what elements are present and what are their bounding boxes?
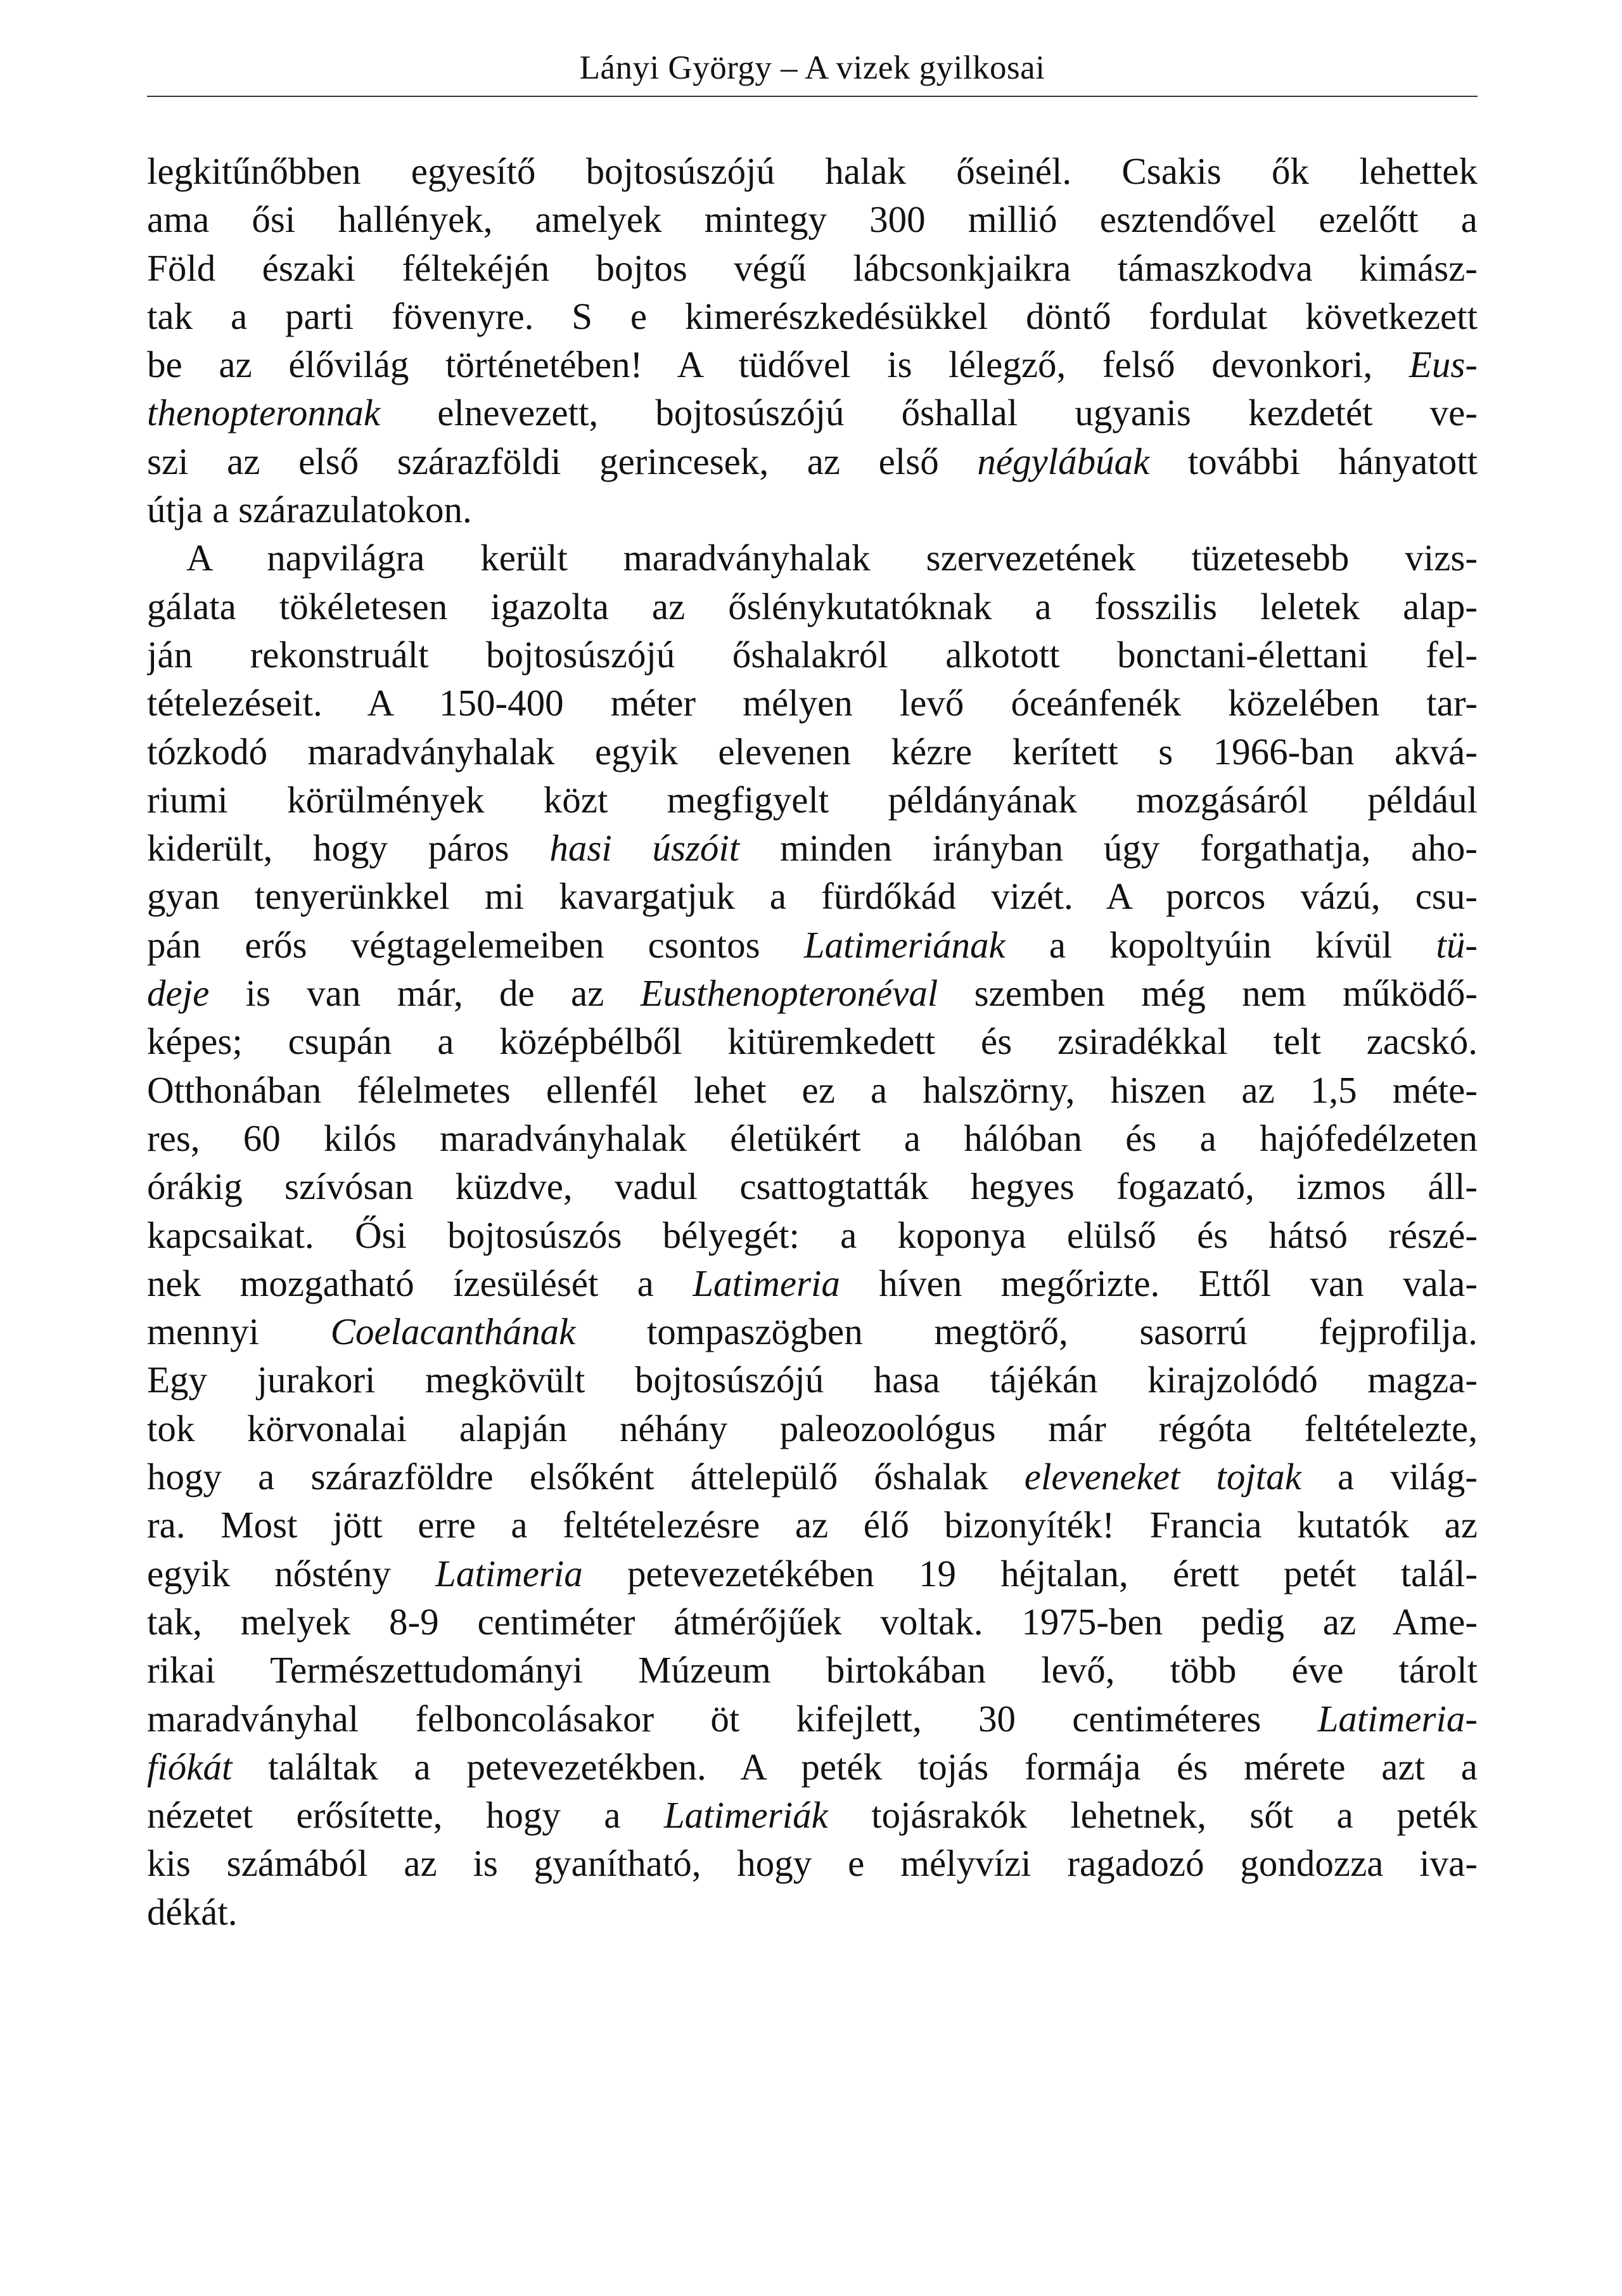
text-run: nek mozgatható ízesülését a [147, 1262, 693, 1304]
text-run: ama ősi hallények, amelyek mintegy 300 millió esztendővel ezelőtt a [147, 198, 1478, 241]
text-line [147, 485, 1478, 534]
text-run: a világ- [1301, 1456, 1478, 1498]
body-text [147, 147, 1478, 1936]
text-run: rikai Természettudományi Múzeum birtokában levő, több éve tárolt [147, 1649, 1478, 1691]
italic-term: Coelacanthának [330, 1311, 576, 1353]
text-line [147, 1211, 1478, 1259]
text-line [147, 244, 1478, 292]
text-line [147, 824, 1478, 872]
text-line [147, 1791, 1478, 1839]
text-line [147, 582, 1478, 631]
text-line [147, 1743, 1478, 1791]
text-run: gálata tökéletesen igazolta az őslénykutatóknak a fosszilis leletek alap- [147, 585, 1478, 627]
header-rule [147, 96, 1478, 97]
italic-term: fiókát [147, 1745, 233, 1788]
paragraph [147, 147, 1478, 534]
text-run: képes; csupán a középbélből kitüremkedett és zsiradékkal telt zacskó. [147, 1020, 1478, 1063]
text-line [147, 340, 1478, 388]
text-run: híven megőrizte. Ettől van vala- [840, 1262, 1478, 1304]
italic-term: Eusthenopteronéval [640, 972, 938, 1015]
text-run: Otthonában félelmetes ellenfél lehet ez a halszörny, hiszen az 1,5 méte- [147, 1068, 1478, 1111]
text-run: útja a szárazulatokon. [147, 489, 472, 531]
italic-term: Latimeria- [1317, 1697, 1478, 1740]
text-run: kapcsaikat. Ősi bojtosúszós bélyegét: a koponya elülső és hátsó részé- [147, 1214, 1478, 1256]
text-line [147, 728, 1478, 776]
paragraph [147, 534, 1478, 1936]
text-run: gyan tenyerünkkel mi kavargatjuk a fürdőkád vizét. A porcos vázú, csu- [147, 875, 1478, 918]
text-run: maradványhal felboncolásakor öt kifejlett, 30 centiméteres [147, 1697, 1318, 1740]
text-line [147, 147, 1478, 195]
text-run: elnevezett, bojtosúszójú őshallal ugyanis kezdetét ve- [380, 392, 1478, 434]
text-run: kiderült, hogy páros [147, 827, 550, 869]
italic-term: eleveneket tojtak [1024, 1456, 1301, 1498]
text-line [147, 1598, 1478, 1646]
text-run: kis számából az is gyanítható, hogy e mélyvízi ragadozó gondozza iva- [147, 1842, 1478, 1885]
text-run: ra. Most jött erre a feltételezésre az élő bizonyíték! Francia kutatók az [147, 1504, 1478, 1546]
text-line [147, 1017, 1478, 1065]
text-run: hogy a szárazföldre elsőként áttelepülő őshalak [147, 1456, 1025, 1498]
text-run: tózkodó maradványhalak egyik elevenen kézre kerített s 1966-ban akvá- [147, 730, 1478, 773]
text-line [147, 195, 1478, 243]
text-run: legkitűnőbben egyesítő bojtosúszójú halak őseinél. Csakis ők lehettek [147, 150, 1478, 192]
text-line [147, 437, 1478, 485]
text-line [147, 679, 1478, 727]
text-run: tok körvonalai alapján néhány paleozoológus már régóta feltételezte, [147, 1407, 1478, 1449]
text-line [147, 388, 1478, 437]
text-run: is van már, de az [209, 972, 641, 1015]
text-line [147, 969, 1478, 1017]
italic-term: Latimeriának [803, 923, 1006, 966]
text-line [147, 1888, 1478, 1936]
text-line [147, 1356, 1478, 1404]
text-line [147, 1259, 1478, 1307]
text-run: találtak a petevezetékben. A peték tojás formája és mérete azt a [232, 1745, 1478, 1788]
italic-term: Latimeria [693, 1262, 840, 1304]
italic-term: tü- [1436, 923, 1478, 966]
text-run: szemben még nem működő- [938, 972, 1478, 1015]
text-line [147, 1404, 1478, 1453]
text-line [147, 921, 1478, 969]
italic-term: deje [147, 972, 210, 1015]
text-run: Egy jurakori megkövült bojtosúszójú hasa tájékán kirajzolódó magza- [147, 1359, 1478, 1401]
italic-term: Latimeria [435, 1552, 583, 1594]
italic-term: thenopteronnak [147, 392, 381, 434]
text-line [147, 1066, 1478, 1114]
text-run: dékát. [147, 1890, 238, 1933]
text-line [147, 1695, 1478, 1743]
text-run: pán erős végtagelemeiben csontos [147, 923, 804, 966]
text-run: tak a parti fövenyre. S e kimerészkedésükkel döntő fordulat következett [147, 295, 1478, 337]
running-header: Lányi György – A vizek gyilkosai [579, 49, 1045, 86]
text-line [147, 776, 1478, 824]
text-run: nézetet erősítette, hogy a [147, 1794, 664, 1837]
text-run: ján rekonstruált bojtosúszójú őshalakról alkotott bonctani-élettani fel- [147, 633, 1478, 676]
text-run: riumi körülmények közt megfigyelt példányának mozgásáról például [147, 778, 1478, 821]
text-run: szi az első szárazföldi gerincesek, az első [147, 440, 978, 482]
text-run: további hányatott [1149, 440, 1478, 482]
text-run: tak, melyek 8-9 centiméter átmérőjűek voltak. 1975-ben pedig az Ame- [147, 1600, 1478, 1643]
text-line [147, 292, 1478, 340]
italic-term: Eus- [1408, 343, 1478, 386]
italic-term: négylábúak [977, 440, 1150, 482]
text-run: A napvilágra került maradványhalak szervezetének tüzetesebb vizs- [186, 537, 1478, 579]
text-line [147, 1646, 1478, 1694]
text-line [147, 1839, 1478, 1887]
text-line [147, 872, 1478, 920]
text-run: tételezéseit. A 150-400 méter mélyen levő óceánfenék közelében tar- [147, 682, 1478, 724]
text-line [147, 1501, 1478, 1549]
text-run: a kopoltyúin kívül [1005, 923, 1436, 966]
text-run: be az élővilág történetében! A tüdővel is lélegző, felső devonkori, [147, 343, 1409, 386]
text-run: tompaszögben megtörő, sasorrú fejprofilja. [575, 1311, 1478, 1353]
text-line [147, 1453, 1478, 1501]
italic-term: Latimeriák [663, 1794, 828, 1837]
text-run: egyik nőstény [147, 1552, 436, 1594]
text-line [147, 1549, 1478, 1598]
text-run: minden irányban úgy forgathatja, aho- [739, 827, 1478, 869]
text-run: mennyi [147, 1311, 331, 1353]
text-run: Föld északi féltekéjén bojtos végű lábcsonkjaikra támaszkodva kimász- [147, 247, 1478, 289]
text-line [147, 1162, 1478, 1210]
text-line [147, 534, 1478, 582]
text-run: petevezetékében 19 héjtalan, érett petét talál- [582, 1552, 1478, 1594]
text-run: tojásrakók lehetnek, sőt a peték [827, 1794, 1478, 1837]
text-run: res, 60 kilós maradványhalak életükért a hálóban és a hajófedélzeten [147, 1117, 1478, 1159]
text-line [147, 1307, 1478, 1356]
text-run: órákig szívósan küzdve, vadul csattogtatták hegyes fogazató, izmos áll- [147, 1165, 1478, 1208]
italic-term: hasi úszóit [549, 827, 740, 869]
text-line [147, 631, 1478, 679]
text-line [147, 1114, 1478, 1162]
